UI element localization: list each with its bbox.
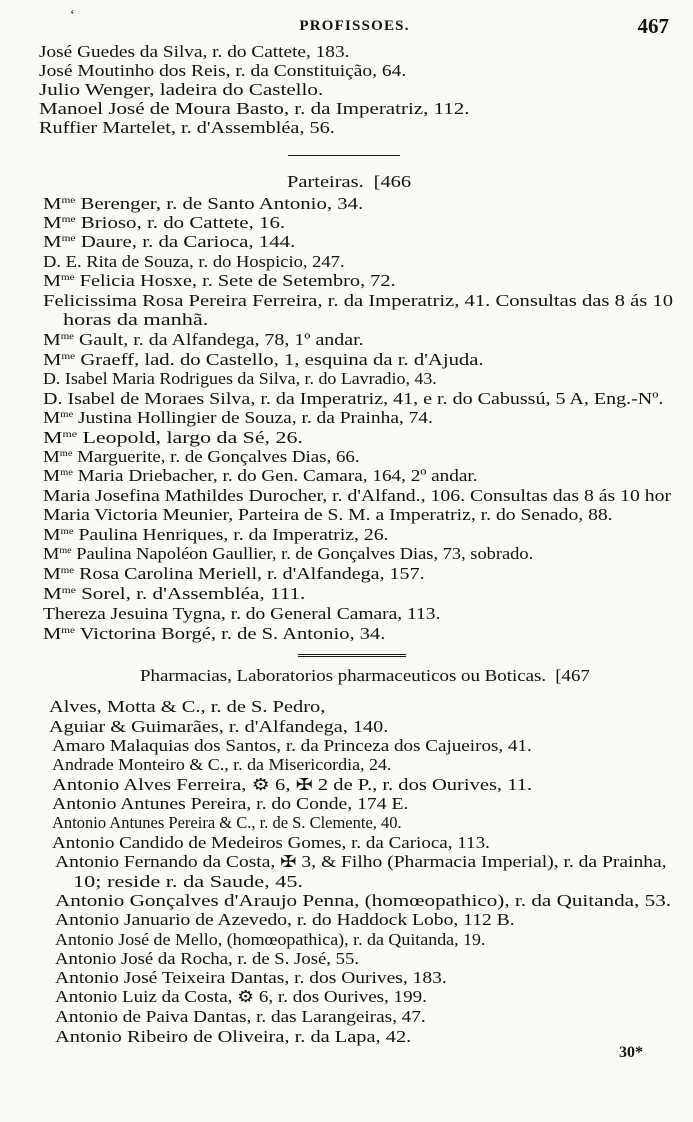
parteira-entry — [43, 350, 484, 370]
entry-text: Antonio Fernando da Costa, ✠ 3, & Filho (Pharmacia Imperial), r. da Prainha, — [55, 852, 667, 871]
title-superscript: me — [60, 565, 75, 575]
title-abbreviation: M — [43, 213, 62, 232]
title-superscript: me — [60, 331, 75, 341]
parteira-entry — [43, 544, 533, 564]
pharmacia-entry — [55, 852, 667, 872]
entry-text: Alves, Motta & C., r. de S. Pedro, — [49, 697, 326, 716]
parteira-entry — [43, 271, 396, 291]
entry-text: José Moutinho dos Reis, r. da Constituição, 64. — [39, 61, 407, 80]
title-abbreviation: M — [43, 408, 61, 427]
entry-text: D. Isabel Maria Rodrigues da Silva, r. do Lavradio, 43. — [43, 369, 437, 388]
parteira-entry — [43, 604, 440, 624]
pharmacia-entry — [55, 968, 447, 988]
title-abbreviation: M — [43, 232, 62, 251]
entry-text: horas da manhã. — [63, 310, 209, 329]
entry-text: Antonio Antunes Pereira & C., r. de S. Clemente, 40. — [52, 813, 402, 832]
entry-text: Justina Hollingier de Souza, r. da Prainha, 74. — [73, 408, 433, 427]
title-superscript: me — [60, 409, 74, 419]
pharmacia-entry — [55, 891, 671, 911]
pharmacia-entry — [52, 794, 408, 814]
continuation-entry — [39, 61, 406, 81]
entry-text: Leopold, largo da Sé, 26. — [77, 428, 303, 447]
continuation-entry — [39, 80, 323, 100]
pharmacia-entry — [55, 1007, 426, 1027]
parteira-entry — [43, 389, 663, 409]
parteira-entry — [43, 525, 388, 545]
entry-text: Antonio Luiz da Costa, ⚙ 6, r. dos Ourives, 199. — [55, 987, 427, 1006]
entry-text: Paulina Henriques, r. da Imperatriz, 26. — [73, 525, 389, 544]
entry-text: Antonio Candido de Medeiros Gomes, r. da Carioca, 113. — [52, 833, 490, 852]
entry-text: D. E. Rita de Souza, r. do Hospicio, 247. — [43, 252, 345, 271]
title-superscript: me — [61, 233, 76, 243]
parteira-entry — [43, 486, 671, 506]
entry-text: Maria Josefina Mathildes Durocher, r. d'Alfand., 106. Consultas das 8 ás 10 hor — [43, 486, 672, 505]
parteira-entry — [43, 564, 425, 584]
parteira-entry — [43, 194, 363, 214]
section-title-text: Parteiras. — [287, 172, 364, 191]
title-abbreviation: M — [43, 466, 61, 485]
entry-text: Felicissima Rosa Pereira Ferreira, r. da Imperatriz, 41. Consultas das 8 ás 10 — [43, 291, 674, 310]
running-title: PROFISSOES. — [299, 18, 410, 34]
pharmacia-entry — [55, 1027, 411, 1047]
pharmacia-entry — [49, 697, 325, 717]
section-title-parteiras — [287, 172, 411, 192]
title-abbreviation: M — [43, 428, 63, 447]
title-superscript: me — [59, 448, 73, 458]
page-corner-mark: ʻ — [70, 8, 75, 23]
entry-text: Manoel José de Moura Basto, r. da Imperatriz, 112. — [39, 99, 470, 118]
parteira-entry — [43, 213, 285, 233]
entry-text: Maria Driebacher, r. do Gen. Camara, 164, 2º andar. — [72, 466, 478, 485]
entry-text: Antonio Gonçalves d'Araujo Penna, (homœopathico), r. da Quitanda, 53. — [55, 891, 672, 910]
pharmacia-entry — [52, 755, 391, 775]
continuation-entry — [39, 99, 470, 119]
entry-text: D. Isabel de Moraes Silva, r. da Imperatriz, 41, e r. do Cabussú, 5 A, Eng.-Nº. — [43, 389, 664, 408]
parteira-entry — [43, 447, 360, 467]
parteira-entry — [43, 232, 295, 252]
entry-text: José Guedes da Silva, r. do Cattete, 183. — [39, 42, 350, 61]
title-superscript: me — [61, 214, 76, 224]
entry-text: Ruffier Martelet, r. d'Assembléa, 56. — [39, 118, 335, 137]
parteira-entry — [43, 466, 478, 486]
parteira-entry — [43, 428, 303, 448]
title-abbreviation: M — [43, 350, 62, 369]
entry-text: Paulina Napoléon Gaullier, r. de Gonçalves Dias, 73, sobrado. — [71, 544, 534, 563]
page-number: 467 — [637, 14, 669, 38]
title-abbreviation: M — [43, 271, 62, 290]
continuation-entry — [39, 42, 349, 62]
title-superscript: me — [61, 272, 75, 282]
section-rule — [298, 654, 406, 657]
entry-text: Marguerite, r. de Gonçalves Dias, 66. — [72, 447, 360, 466]
parteira-entry — [43, 252, 345, 272]
section-ref: [467 — [555, 666, 590, 685]
section-title-text: Pharmacias, Laboratorios pharmaceuticos ou Boticas. — [140, 666, 547, 685]
entry-text: Antonio de Paiva Dantas, r. das Larangeiras, 47. — [55, 1007, 426, 1026]
entry-text: Antonio José da Rocha, r. de S. José, 55. — [55, 949, 360, 968]
title-superscript: me — [62, 429, 78, 439]
parteira-entry — [43, 624, 385, 644]
parteira-entry — [43, 291, 673, 311]
parteira-entry — [43, 369, 437, 389]
title-superscript: me — [61, 351, 76, 361]
pharmacia-entry — [49, 717, 388, 737]
page-header — [40, 14, 669, 40]
entry-text: Berenger, r. de Santo Antonio, 34. — [75, 194, 364, 213]
entry-text: Antonio Januario de Azevedo, r. do Haddock Lobo, 112 B. — [55, 910, 515, 929]
entry-text: Felicia Hosxe, r. Sete de Setembro, 72. — [74, 271, 396, 290]
parteira-entry — [63, 310, 208, 330]
entry-text: Sorel, r. d'Assembléa, 111. — [75, 584, 306, 603]
entry-text: Antonio José de Mello, (homœopathica), r. da Quitanda, 19. — [55, 930, 486, 949]
pharmacia-entry — [52, 775, 532, 795]
parteira-entry — [43, 330, 364, 350]
entry-text: Amaro Malaquias dos Santos, r. da Princeza dos Cajueiros, 41. — [52, 736, 532, 755]
entry-text: Andrade Monteiro & C., r. da Misericordia, 24. — [52, 755, 392, 774]
entry-text: Julio Wenger, ladeira do Castello. — [39, 80, 324, 99]
title-abbreviation: M — [43, 544, 60, 563]
entry-text: Graeff, lad. do Castello, 1, esquina da r. d'Ajuda. — [75, 350, 484, 369]
title-superscript: me — [61, 585, 76, 595]
entry-text: Antonio Alves Ferreira, ⚙ 6, ✠ 2 de P., r. dos Ourives, 11. — [52, 775, 533, 794]
pharmacia-entry — [52, 736, 532, 756]
pharmacia-entry — [73, 872, 303, 892]
section-rule — [288, 155, 400, 156]
section-title-pharmacias — [140, 666, 590, 686]
title-superscript: me — [60, 526, 74, 536]
continuation-entry — [39, 118, 335, 138]
entry-text: Brioso, r. do Cattete, 16. — [75, 213, 286, 232]
entry-text: Maria Victoria Meunier, Parteira de S. M. a Imperatriz, r. do Senado, 88. — [43, 505, 613, 524]
pharmacia-entry — [55, 987, 427, 1007]
entry-text: Victorina Borgé, r. de S. Antonio, 34. — [74, 624, 386, 643]
pharmacia-entry — [55, 930, 485, 950]
entry-text: Antonio Ribeiro de Oliveira, r. da Lapa, 42. — [55, 1027, 412, 1046]
title-abbreviation: M — [43, 194, 62, 213]
title-superscript: me — [59, 545, 72, 555]
entry-text: Rosa Carolina Meriell, r. d'Alfandega, 157. — [74, 564, 425, 583]
title-abbreviation: M — [43, 624, 62, 643]
entry-text: Gault, r. da Alfandega, 78, 1º andar. — [74, 330, 364, 349]
parteira-entry — [43, 408, 433, 428]
section-ref: [466 — [373, 172, 412, 191]
signature-mark: 30* — [619, 1044, 643, 1061]
title-abbreviation: M — [43, 330, 61, 349]
entry-text: Daure, r. da Carioca, 144. — [75, 232, 296, 251]
title-superscript: me — [60, 467, 73, 477]
title-superscript: me — [61, 195, 76, 205]
entry-text: Antonio Antunes Pereira, r. do Conde, 174 E. — [52, 794, 409, 813]
pharmacia-entry — [55, 949, 359, 969]
entry-text: Antonio José Teixeira Dantas, r. dos Ourives, 183. — [55, 968, 447, 987]
pharmacia-entry — [52, 833, 490, 853]
entry-text: 10; reside r. da Saude, 45. — [73, 872, 304, 891]
entry-text: Thereza Jesuina Tygna, r. do General Camara, 113. — [43, 604, 441, 623]
entry-text: Aguiar & Guimarães, r. d'Alfandega, 140. — [49, 717, 389, 736]
title-abbreviation: M — [43, 564, 61, 583]
parteira-entry — [43, 584, 305, 604]
parteira-entry — [43, 505, 613, 525]
pharmacia-entry — [52, 813, 402, 833]
title-superscript: me — [61, 625, 75, 635]
title-abbreviation: M — [43, 525, 61, 544]
title-abbreviation: M — [43, 447, 60, 466]
pharmacia-entry — [55, 910, 515, 930]
title-abbreviation: M — [43, 584, 62, 603]
